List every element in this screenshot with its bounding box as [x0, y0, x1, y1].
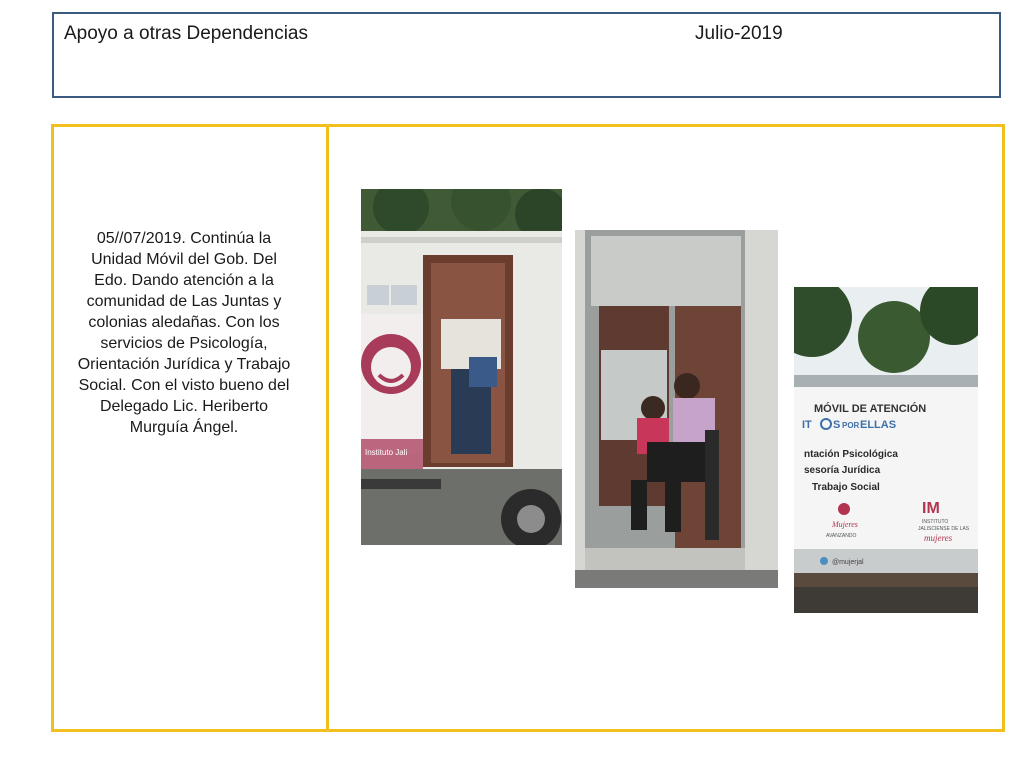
description-text: 05//07/2019. Continúa la Unidad Móvil del Gob. Del Edo. Dando atención a la comunidad de Las Juntas y colonias aledañas. Con los servicios de Psicología, Orientación Jurídica y Trabajo Social. Con el visto bueno del Delegado Lic. Heriberto Murguía Ángel.	[77, 230, 291, 436]
logo-left-name: Mujeres	[832, 520, 858, 529]
mujeres-avanzando-logo-mark	[838, 503, 850, 515]
banner-service-psicologica: ntación Psicológica	[804, 449, 898, 460]
logo-right-mark: IM	[922, 500, 940, 517]
twitter-handle: @mujerjal	[832, 559, 864, 566]
photo-mobile-unit-interior	[575, 230, 778, 588]
header-box	[52, 12, 1001, 98]
banner-logo-text-d: ELLAS	[860, 419, 897, 431]
banner-service-trabajo-social: Trabajo Social	[812, 482, 880, 493]
logo-right-line3: mujeres	[924, 533, 953, 543]
truck-label-text: Instituto Jali	[365, 448, 408, 457]
column-divider	[326, 127, 329, 729]
photo-1-illustration	[361, 189, 562, 545]
logo-right-line1: INSTITUTO	[922, 519, 949, 525]
photo-3-illustration	[794, 287, 978, 613]
logo-left-sub: AVANZANDO	[826, 533, 857, 539]
banner-logo-text-a: IT	[802, 419, 812, 431]
banner-logo-text-c: POR	[842, 421, 860, 430]
banner-logo-text-b: S	[833, 419, 841, 431]
twitter-icon	[820, 557, 828, 565]
banner-service-juridica: sesoría Jurídica	[804, 465, 881, 476]
banner-line1-text: MÓVIL DE ATENCIÓN	[814, 403, 927, 415]
photo-2-illustration	[575, 230, 778, 588]
logo-right-line2: JALISCIENSE DE LAS	[918, 526, 970, 532]
photo-mobile-unit-banner	[794, 287, 978, 613]
page-title: Apoyo a otras Dependencias	[64, 23, 308, 44]
page-date: Julio-2019	[695, 23, 783, 44]
photo-mobile-unit-side	[361, 189, 562, 545]
